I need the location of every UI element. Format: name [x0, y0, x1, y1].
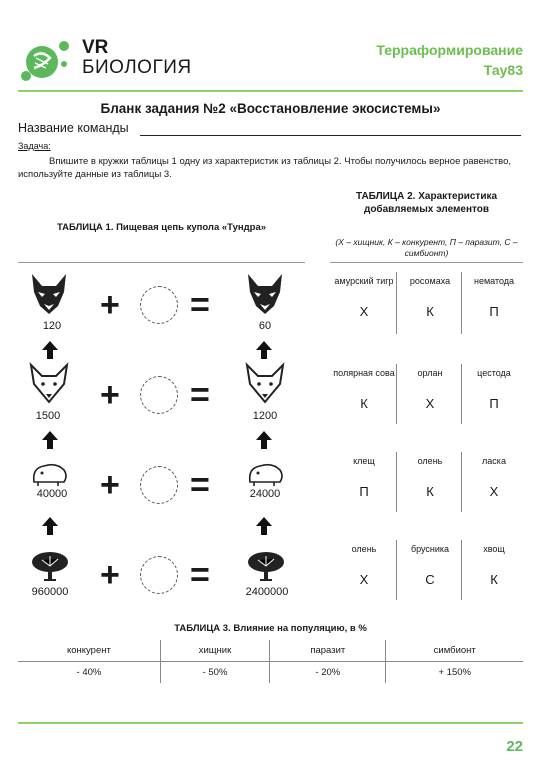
wolf-icon [244, 272, 286, 321]
value-right: 60 [258, 320, 272, 332]
table3-header: паразит [270, 640, 386, 662]
table3-header: хищник [160, 640, 269, 662]
tree-icon [246, 550, 286, 587]
organism-type: П [359, 484, 369, 499]
plus-sign: + [100, 466, 120, 504]
organism-type: К [490, 572, 498, 587]
arrow-up-icon [254, 340, 274, 360]
table2-cell [462, 276, 526, 319]
table2-cell [462, 456, 526, 499]
equals-sign: = [190, 466, 210, 504]
team-name-label: Название команды [18, 121, 129, 135]
table2-cell [398, 368, 462, 411]
organism-name: клещ [353, 456, 375, 466]
planet-name: Тау83 [483, 62, 523, 78]
organism-type: Х [489, 484, 499, 499]
table3-cell: + 150% [386, 662, 523, 684]
value-right: 2400000 [245, 586, 289, 598]
table3-cell: - 50% [160, 662, 269, 684]
answer-circle[interactable] [140, 466, 178, 504]
answer-circle[interactable] [140, 556, 178, 594]
wolf-icon [28, 272, 70, 321]
organism-type: К [426, 484, 434, 499]
table2-cell [332, 368, 396, 411]
table2-cell [398, 544, 462, 587]
fox-icon [244, 362, 286, 411]
task-text: Впишите в кружки таблицы 1 одну из характеристик из таблицы 2. Чтобы получилось верное равенство, используйте данные из таблицы 3. [18, 156, 512, 180]
organism-type: К [426, 304, 434, 319]
value-right: 1200 [252, 410, 278, 422]
arrow-up-icon [254, 430, 274, 450]
table2-separator [396, 272, 397, 334]
organism-name: олень [351, 544, 377, 554]
plus-sign: + [100, 376, 120, 414]
organism-name: цестода [477, 368, 511, 378]
equals-sign: = [190, 556, 210, 594]
value-right: 24000 [249, 488, 281, 500]
table3-header: конкурент [18, 640, 160, 662]
table2-legend: (Х – хищник, К – конкурент, П – паразит, С – симбионт) [335, 237, 518, 258]
plus-sign: + [100, 286, 120, 324]
table2-title: ТАБЛИЦА 2. Характеристика добавляемых элементов [355, 191, 498, 215]
organism-name: нематода [473, 276, 515, 286]
arrow-up-icon [40, 516, 60, 536]
table1-divider [18, 262, 305, 263]
table3-header-row [18, 640, 523, 662]
table2-cell [398, 456, 462, 499]
arrow-up-icon [40, 430, 60, 450]
table3-row [18, 662, 523, 684]
organism-name: ласка [482, 456, 506, 466]
logo-vr: VR [82, 37, 109, 58]
table3-header: симбионт [386, 640, 523, 662]
fox-icon [28, 362, 70, 411]
arrow-up-icon [40, 340, 60, 360]
tree-icon [30, 550, 70, 587]
table2-separator [396, 364, 397, 424]
answer-circle[interactable] [140, 376, 178, 414]
answer-circle[interactable] [140, 286, 178, 324]
arrow-up-icon [254, 516, 274, 536]
equals-sign: = [190, 286, 210, 324]
task-label: Задача: [18, 141, 51, 151]
header-divider [18, 90, 523, 92]
logo-biology: БИОЛОГИЯ [82, 57, 192, 78]
table2-cell [398, 276, 462, 319]
table3-title: ТАБЛИЦА 3. Влияние на популяцию, в % [174, 623, 367, 634]
organism-name: амурский тигр [334, 276, 394, 286]
table3-cell: - 40% [76, 667, 102, 678]
organism-name: брусника [410, 544, 450, 554]
organism-name: хвощ [483, 544, 505, 554]
equals-sign: = [190, 376, 210, 414]
organism-type: П [489, 304, 499, 319]
organism-type: Х [359, 572, 369, 587]
table2-cell [332, 544, 396, 587]
value-left: 960000 [31, 586, 69, 598]
value-left: 40000 [36, 488, 68, 500]
table2-cell [462, 544, 526, 587]
value-left: 120 [42, 320, 62, 332]
logo [18, 36, 78, 84]
organism-type: П [489, 396, 499, 411]
page-title: Бланк задания №2 «Восстановление экосистемы» [100, 101, 441, 116]
table2-cell [332, 456, 396, 499]
table2-separator [396, 452, 397, 512]
team-name-field[interactable] [140, 135, 521, 136]
page-number: 22 [506, 738, 523, 755]
organism-name: олень [417, 456, 443, 466]
table3 [18, 640, 523, 683]
value-left: 1500 [35, 410, 61, 422]
plus-sign: + [100, 556, 120, 594]
table2-cell [332, 276, 396, 319]
organism-type: К [360, 396, 368, 411]
table2-cell [462, 368, 526, 411]
organism-name: орлан [417, 368, 443, 378]
course-title: Терраформирование [376, 42, 523, 58]
table3-cell: - 20% [270, 662, 386, 684]
table2-divider [330, 262, 523, 263]
table2-separator [396, 540, 397, 600]
footer-divider [18, 722, 523, 724]
organism-type: Х [425, 396, 435, 411]
organism-type: С [425, 572, 435, 587]
organism-name: полярная сова [333, 368, 395, 378]
organism-type: Х [359, 304, 369, 319]
organism-name: росомаха [409, 276, 451, 286]
table1-title: ТАБЛИЦА 1. Пищевая цепь купола «Тундра» [56, 222, 267, 233]
logo-molecule-icon [18, 36, 78, 84]
